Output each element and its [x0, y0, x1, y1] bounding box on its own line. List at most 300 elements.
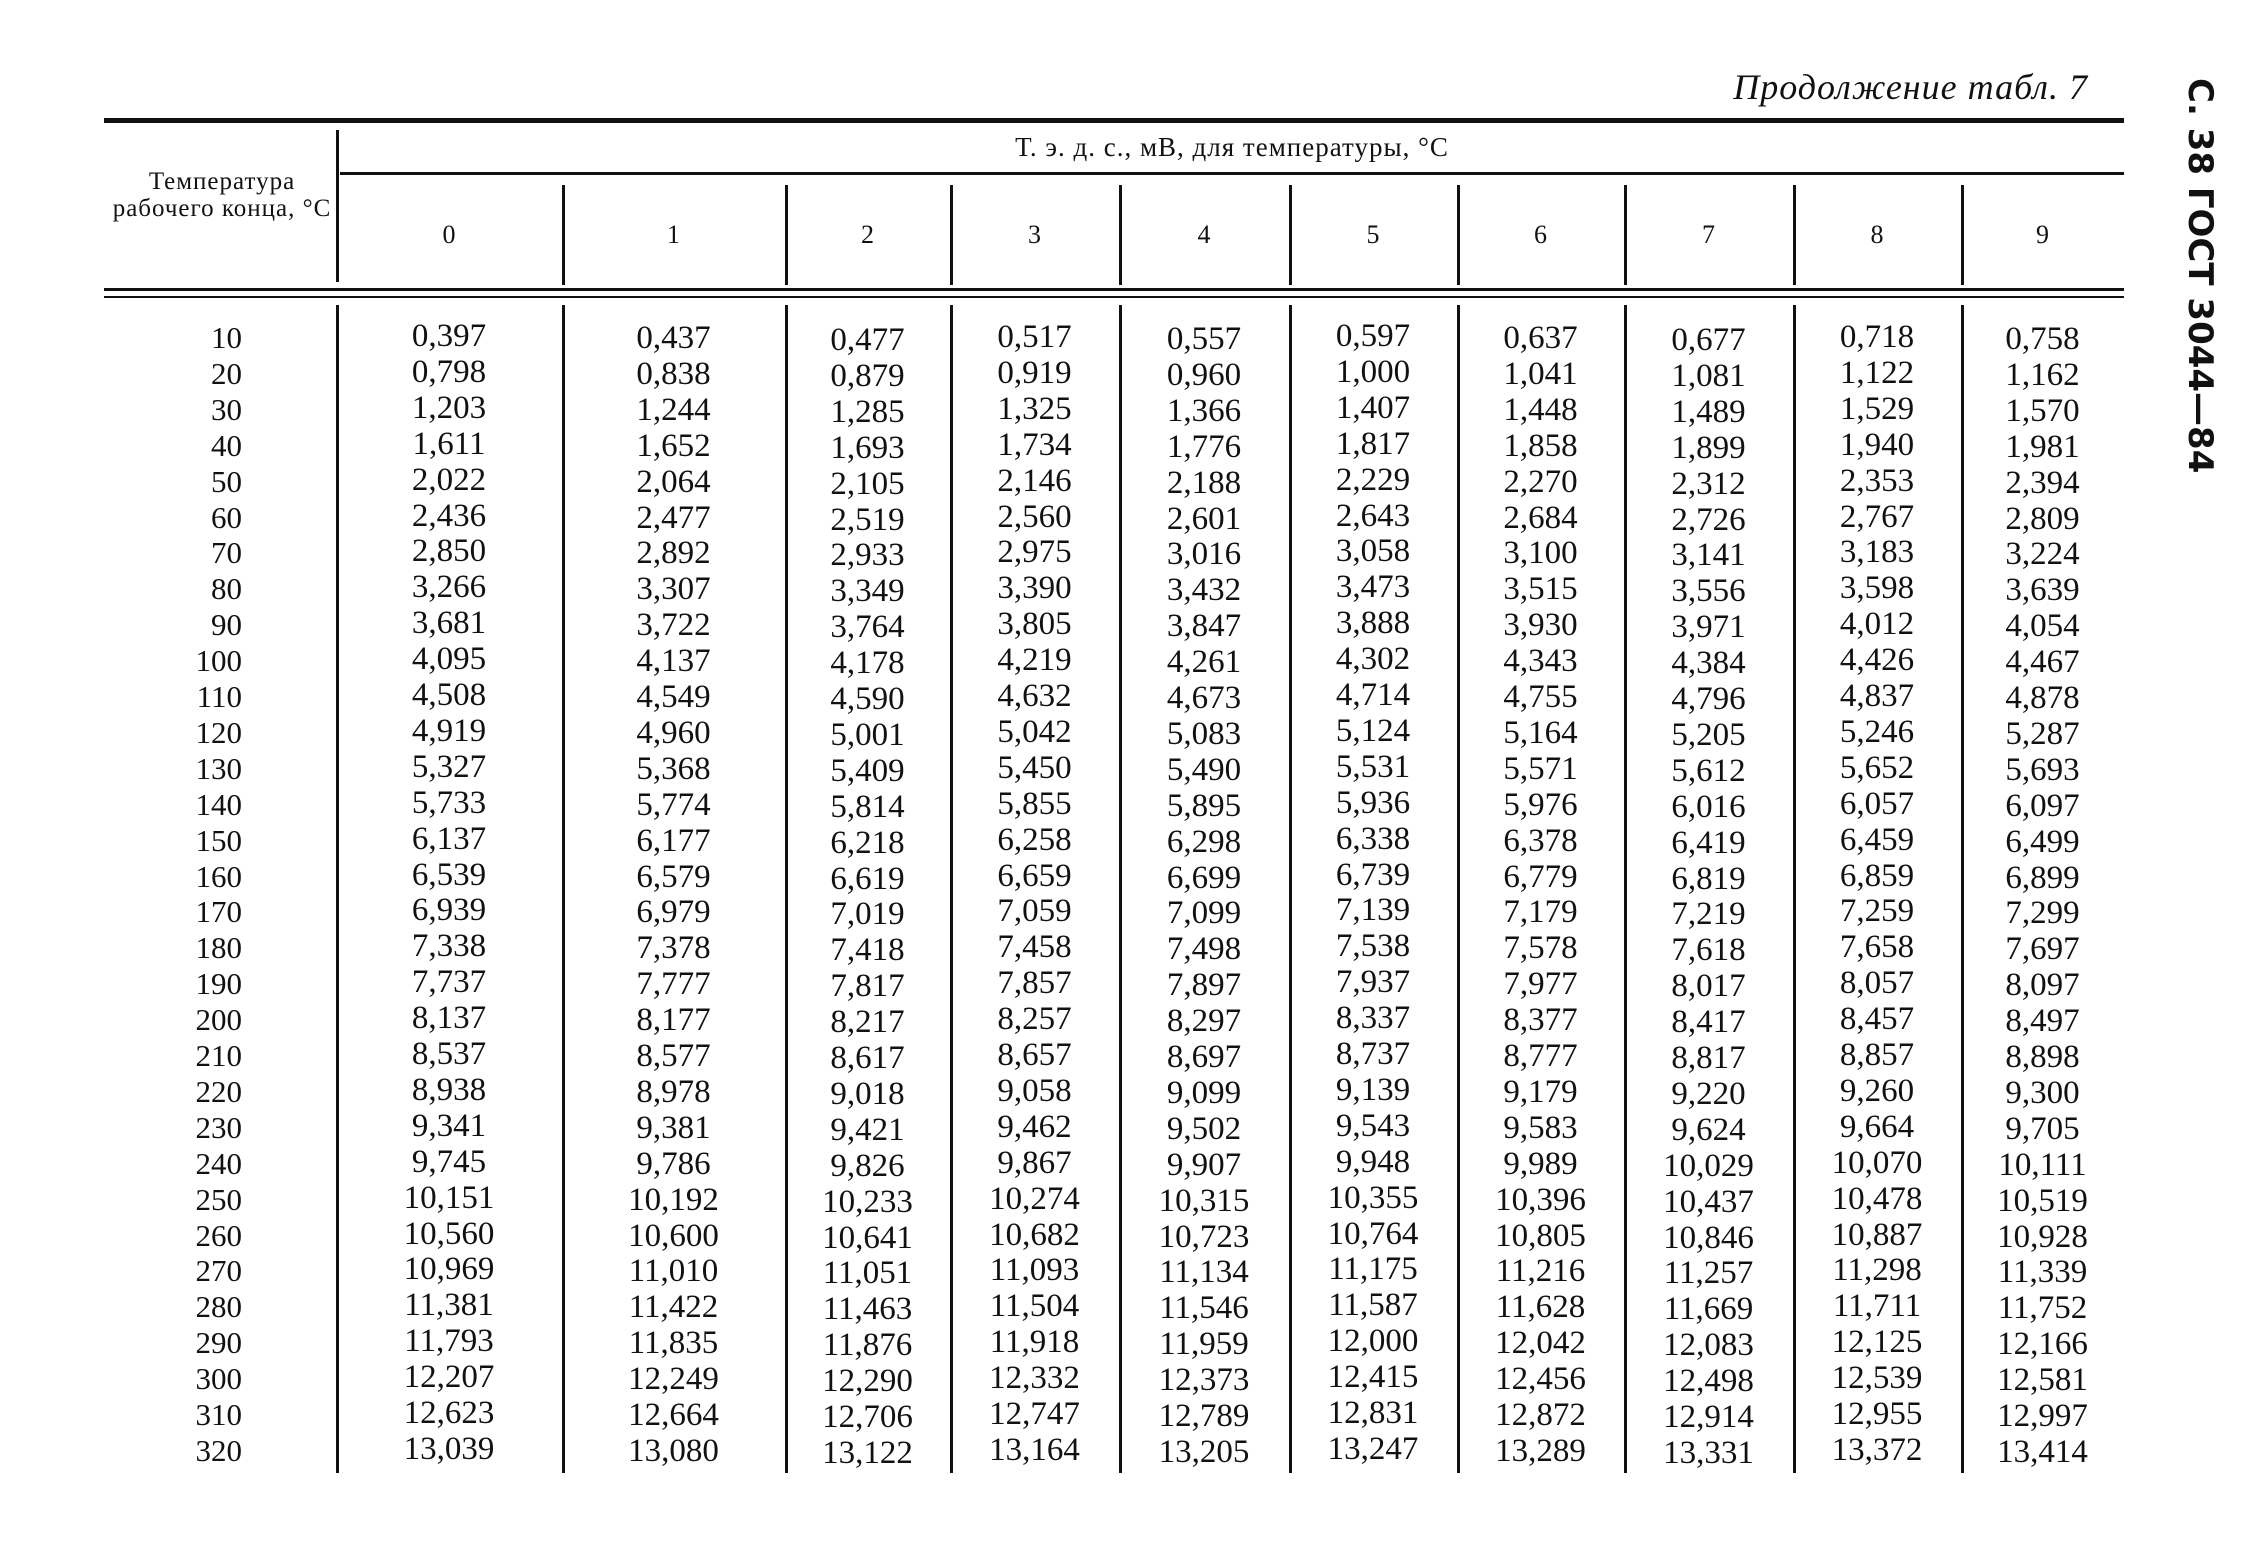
table-cell: 12,415	[1327, 1359, 1419, 1396]
table-cell: 6,338	[1335, 820, 1411, 857]
table-cell: 9,058	[997, 1072, 1072, 1109]
row-header: Температура рабочего конца, °С	[112, 168, 332, 222]
column-header: 9	[2036, 220, 2049, 249]
row-temperature: 150	[195, 822, 242, 858]
table-cell: 8,417	[1671, 1004, 1746, 1041]
table-cell: 0,437	[636, 320, 711, 356]
row-temperature: 260	[195, 1217, 242, 1253]
table-cell: 9,543	[1335, 1107, 1411, 1144]
table-cell: 2,892	[636, 535, 711, 572]
table-cell: 3,888	[1335, 605, 1411, 642]
row-temperature: 230	[195, 1109, 242, 1145]
row-temperature: 250	[195, 1181, 242, 1217]
table-cell: 12,166	[1997, 1326, 2088, 1363]
table-cell: 1,652	[636, 427, 711, 464]
table-cell: 8,457	[1839, 1001, 1915, 1038]
table-cell: 4,673	[1166, 680, 1242, 716]
table-cell: 6,659	[997, 857, 1072, 894]
table-cell: 8,777	[1503, 1038, 1578, 1074]
table-cell: 6,779	[1503, 858, 1578, 895]
group-header-rule	[340, 172, 2124, 175]
table-cell: 7,697	[2005, 931, 2080, 968]
table-cell: 8,017	[1671, 968, 1746, 1005]
table-cell: 6,699	[1166, 859, 1242, 896]
table-cell: 3,556	[1671, 573, 1746, 610]
table-cell: 7,299	[2005, 895, 2080, 932]
table-cell: 0,397	[411, 318, 487, 354]
table-cell: 1,448	[1503, 391, 1578, 428]
table-cell: 2,975	[997, 534, 1072, 571]
table-cell: 0,517	[997, 319, 1072, 355]
row-temperature: 10	[211, 320, 242, 355]
table-cell: 0,919	[997, 354, 1072, 391]
table-cell: 6,016	[1671, 788, 1746, 825]
table-cell: 6,057	[1839, 785, 1915, 822]
table-cell: 4,467	[2005, 644, 2080, 681]
table-cell: 10,519	[1997, 1182, 2088, 1219]
table-cell: 6,819	[1671, 860, 1746, 897]
table-cell: 6,137	[411, 820, 487, 857]
table-cell: 1,325	[997, 390, 1072, 427]
table-cell: 12,456	[1495, 1361, 1586, 1398]
column-header: 6	[1534, 220, 1547, 249]
table-cell: 6,499	[2005, 823, 2080, 860]
table-cell: 10,928	[1997, 1218, 2088, 1255]
table-cell: 2,684	[1503, 499, 1578, 536]
table-cell: 10,600	[628, 1217, 719, 1254]
table-cell: 12,914	[1663, 1399, 1754, 1435]
table-cell: 2,601	[1166, 500, 1242, 537]
table-cell: 5,042	[997, 713, 1072, 750]
row-temperature: 290	[195, 1325, 242, 1361]
table-cell: 13,372	[1831, 1431, 1923, 1468]
table-cell: 9,624	[1671, 1111, 1746, 1148]
row-temperature: 160	[195, 858, 242, 894]
table-cell: 3,141	[1671, 537, 1746, 574]
table-cell: 8,257	[997, 1001, 1072, 1038]
table-cell: 12,249	[628, 1361, 719, 1398]
table-cell: 11,669	[1663, 1291, 1754, 1328]
table-cell: 9,786	[636, 1145, 711, 1182]
table-cell: 11,339	[1997, 1254, 2088, 1291]
table-cell: 0,597	[1335, 318, 1411, 354]
table-cell: 6,218	[830, 824, 905, 861]
table-cell: 10,846	[1663, 1219, 1754, 1256]
table-cell: 10,070	[1831, 1144, 1923, 1181]
table-cell: 13,331	[1663, 1434, 1754, 1471]
table-cell: 1,817	[1335, 425, 1411, 462]
table-cell: 5,733	[411, 784, 487, 821]
table-cell: 4,755	[1503, 679, 1578, 715]
table-cell: 4,054	[2005, 608, 2080, 645]
row-temperature: 180	[195, 930, 242, 966]
table-cell: 8,057	[1839, 965, 1915, 1002]
table-cell: 9,948	[1335, 1143, 1411, 1180]
table-cell: 3,598	[1839, 570, 1915, 607]
table-cell: 8,978	[636, 1073, 711, 1110]
table-cell: 4,012	[1839, 606, 1915, 643]
table-cell: 8,857	[1839, 1037, 1915, 1073]
table-cell: 5,083	[1166, 715, 1242, 752]
table-cell: 5,936	[1335, 784, 1411, 821]
row-temperature: 40	[211, 427, 242, 463]
table-cell: 10,151	[403, 1179, 495, 1216]
table-cell: 4,384	[1671, 645, 1746, 682]
column-header: 2	[861, 220, 874, 249]
table-cell: 2,850	[411, 533, 487, 570]
table-cell: 1,489	[1671, 393, 1746, 430]
table-cell: 4,178	[830, 645, 905, 682]
table-cell: 10,396	[1495, 1181, 1586, 1218]
table-cell: 7,378	[636, 930, 711, 967]
table-cell: 13,247	[1327, 1430, 1419, 1467]
table-cell: 1,285	[830, 393, 905, 430]
table-cell: 4,508	[411, 677, 487, 713]
table-cell: 7,857	[997, 965, 1072, 1002]
row-temperature: 20	[211, 355, 242, 391]
table-cell: 2,188	[1166, 464, 1242, 501]
row-temperature: 170	[195, 894, 242, 930]
row-temperature: 140	[195, 786, 242, 822]
table-cell: 1,940	[1839, 426, 1915, 463]
table-cell: 0,637	[1503, 320, 1578, 356]
table-cell: 10,723	[1158, 1218, 1250, 1255]
row-temperature: 200	[195, 1002, 242, 1038]
table-cell: 12,125	[1831, 1324, 1923, 1361]
table-cell: 5,327	[411, 748, 487, 785]
table-cell: 2,105	[830, 465, 905, 502]
table-cell: 10,887	[1831, 1216, 1923, 1253]
table-cell: 10,764	[1327, 1215, 1419, 1252]
column-header: 5	[1366, 220, 1380, 249]
table-cell: 4,343	[1503, 643, 1578, 680]
table-cell: 8,377	[1503, 1002, 1578, 1039]
table-cell: 6,378	[1503, 822, 1578, 859]
table-cell: 11,051	[822, 1255, 913, 1292]
row-temperature: 30	[211, 391, 242, 427]
table-cell: 11,175	[1328, 1251, 1418, 1288]
table-cell: 8,657	[997, 1037, 1072, 1073]
table-cell: 9,300	[2005, 1074, 2080, 1111]
table-cell: 4,590	[830, 681, 905, 717]
table-cell: 1,981	[2005, 428, 2080, 465]
table-cell: 4,919	[411, 712, 487, 749]
column-header: 4	[1197, 220, 1211, 249]
table-cell: 1,203	[411, 389, 487, 426]
table-cell: 6,097	[2005, 787, 2080, 824]
table-cell: 7,538	[1335, 928, 1411, 965]
table-cell: 7,897	[1166, 967, 1242, 1004]
table-cell: 0,798	[411, 353, 487, 390]
table-cell: 11,216	[1495, 1253, 1586, 1290]
table-cell: 5,287	[2005, 715, 2080, 752]
table-cell: 7,498	[1166, 931, 1242, 968]
table-cell: 3,100	[1503, 535, 1578, 572]
table-cell: 4,095	[411, 641, 487, 678]
table-cell: 2,064	[636, 463, 711, 500]
table-cell: 8,217	[830, 1004, 905, 1041]
table-cell: 1,611	[412, 425, 486, 462]
page-side-header	[2180, 78, 2220, 474]
table-cell: 7,418	[830, 932, 905, 969]
table-cell: 13,205	[1158, 1433, 1250, 1470]
table-cell: 3,930	[1503, 607, 1578, 644]
row-temperature: 220	[195, 1073, 242, 1109]
row-temperature: 190	[195, 966, 242, 1002]
table-cell: 6,979	[636, 894, 711, 931]
table-cell: 5,571	[1503, 750, 1578, 787]
table-cell: 9,260	[1839, 1072, 1915, 1109]
table-cell: 12,831	[1327, 1395, 1419, 1431]
table-cell: 5,490	[1166, 751, 1242, 788]
table-cell: 0,557	[1166, 321, 1242, 357]
table-cell: 10,805	[1495, 1217, 1586, 1254]
column-header: 8	[1870, 220, 1884, 249]
table-cell: 5,409	[830, 752, 905, 789]
table-cell: 2,022	[411, 461, 487, 498]
row-temperature: 80	[211, 571, 242, 607]
table-cell: 11,587	[1328, 1287, 1418, 1324]
table-cell: 2,312	[1671, 465, 1746, 502]
table-cell: 4,837	[1839, 678, 1915, 714]
table-cell: 12,373	[1158, 1362, 1250, 1399]
table-cell: 5,001	[830, 716, 905, 753]
table-cell: 6,739	[1335, 856, 1411, 893]
table-cell: 6,459	[1839, 821, 1915, 858]
table-cell: 10,641	[822, 1219, 913, 1256]
table-cell: 2,477	[636, 499, 711, 536]
table-cell: 3,307	[636, 571, 711, 608]
table-cell: 10,233	[822, 1183, 913, 1220]
table-cell: 2,767	[1839, 498, 1915, 535]
table-cell: 2,519	[830, 501, 905, 538]
table-cell: 8,097	[2005, 967, 2080, 1004]
table-cell: 1,366	[1166, 392, 1242, 429]
table-cell: 10,192	[628, 1181, 719, 1218]
group-header: Т. э. д. с., мВ, для температуры, °С	[1015, 132, 1449, 162]
table-cell: 7,099	[1166, 895, 1242, 932]
row-temperature: 210	[195, 1038, 242, 1073]
table-cell: 1,529	[1839, 390, 1915, 427]
table-cell: 7,219	[1671, 896, 1746, 933]
top-rule	[104, 118, 2124, 123]
table-cell: 5,246	[1839, 713, 1915, 750]
table-cell: 8,337	[1335, 1000, 1411, 1037]
table-cell: 12,789	[1158, 1398, 1250, 1434]
table-cell: 9,099	[1166, 1074, 1242, 1111]
table-cell: 8,898	[2005, 1039, 2080, 1075]
table-cell: 11,835	[628, 1325, 719, 1362]
table-cell: 0,960	[1166, 356, 1242, 393]
table-cell: 9,867	[997, 1144, 1072, 1181]
table-cell: 13,289	[1495, 1432, 1586, 1469]
table-cell: 11,876	[822, 1327, 913, 1364]
table-cell: 5,124	[1335, 712, 1411, 749]
table-cell: 6,899	[2005, 859, 2080, 896]
table-cell: 11,298	[1832, 1252, 1922, 1289]
table-cell: 3,847	[1166, 608, 1242, 645]
row-temperature: 320	[195, 1432, 242, 1468]
row-temperature: 120	[195, 714, 242, 750]
table-cell: 5,368	[636, 750, 711, 787]
table-cell: 4,261	[1166, 644, 1242, 681]
row-temperature: 310	[195, 1397, 242, 1432]
table-cell: 9,462	[997, 1108, 1072, 1145]
table-cell: 3,681	[411, 605, 487, 642]
table-cell: 1,122	[1839, 354, 1915, 391]
table-cell: 6,298	[1166, 823, 1242, 860]
table-cell: 10,478	[1831, 1180, 1923, 1217]
table-cell: 9,907	[1166, 1146, 1242, 1183]
table-cell: 3,971	[1671, 609, 1746, 646]
side-header-text: С. 38 ГОСТ 3044—84	[2180, 78, 2220, 474]
table-cell: 3,058	[1335, 533, 1411, 570]
header-double-rule-2	[104, 296, 2124, 298]
table-cell: 12,498	[1663, 1363, 1754, 1400]
table-cell: 0,677	[1671, 322, 1746, 358]
table-cell: 9,664	[1839, 1108, 1915, 1145]
table-cell: 11,381	[404, 1287, 494, 1324]
table-cell: 7,578	[1503, 930, 1578, 967]
table-cell: 1,081	[1671, 357, 1746, 394]
table-cell: 9,220	[1671, 1075, 1746, 1112]
table-cell: 12,955	[1831, 1396, 1923, 1432]
table-cell: 9,989	[1503, 1145, 1578, 1182]
table-cell: 5,205	[1671, 716, 1746, 753]
row-temperature: 50	[211, 463, 242, 499]
table-cell: 4,714	[1335, 677, 1411, 713]
table-cell: 6,177	[636, 822, 711, 859]
table-cell: 1,570	[2005, 392, 2080, 429]
table-cell: 13,414	[1997, 1433, 2088, 1470]
row-temperature: 300	[195, 1361, 242, 1397]
table-cell: 12,290	[822, 1363, 913, 1400]
row-temperature: 240	[195, 1145, 242, 1181]
column-header: 7	[1702, 220, 1715, 249]
table-cell: 12,332	[989, 1360, 1080, 1397]
table-cell: 7,737	[411, 964, 487, 1001]
table-cell: 9,583	[1503, 1109, 1578, 1146]
table-cell: 11,257	[1663, 1255, 1754, 1292]
table-cell: 9,018	[830, 1075, 905, 1112]
table-cell: 9,826	[830, 1147, 905, 1184]
table-cell: 9,745	[411, 1143, 487, 1180]
table-cell: 12,539	[1831, 1360, 1923, 1397]
row-temperature: 110	[196, 679, 242, 714]
table-cell: 1,858	[1503, 427, 1578, 464]
table-cell: 1,693	[830, 429, 905, 466]
table-cell: 6,579	[636, 858, 711, 895]
table-cell: 12,997	[1997, 1398, 2088, 1434]
table-cell: 4,549	[636, 679, 711, 715]
table-cell: 9,502	[1166, 1110, 1242, 1147]
row-temperature: 130	[195, 750, 242, 786]
table-cell: 12,042	[1495, 1325, 1586, 1362]
table-cell: 13,080	[628, 1432, 719, 1469]
table-cell: 3,515	[1503, 571, 1578, 608]
table-cell: 3,432	[1166, 572, 1242, 609]
table-cell: 5,895	[1166, 787, 1242, 824]
table-cell: 4,960	[636, 714, 711, 751]
table-cell: 9,705	[2005, 1110, 2080, 1147]
table-cell: 7,059	[997, 893, 1072, 930]
table-cell: 13,039	[403, 1430, 495, 1467]
table-cell: 1,776	[1166, 428, 1242, 465]
table-cell: 4,137	[636, 643, 711, 680]
table-cell: 13,164	[989, 1431, 1080, 1468]
table-cell: 10,355	[1327, 1179, 1419, 1216]
table-cell: 7,338	[411, 928, 487, 965]
table-cell: 2,229	[1335, 461, 1411, 498]
table-cell: 4,796	[1671, 681, 1746, 717]
table-cell: 2,436	[411, 497, 487, 534]
table-cell: 5,976	[1503, 786, 1578, 823]
table-cell: 6,859	[1839, 857, 1915, 894]
table-cell: 1,734	[997, 426, 1072, 463]
table-cell: 7,977	[1503, 966, 1578, 1003]
table-cell: 9,341	[411, 1107, 487, 1144]
row-temperature: 60	[211, 499, 242, 535]
table-cell: 7,139	[1335, 892, 1411, 929]
table-cell: 4,878	[2005, 680, 2080, 716]
table-cell: 4,219	[997, 642, 1072, 679]
table-cell: 1,162	[2005, 356, 2080, 393]
column-header: 3	[1028, 220, 1041, 249]
table-cell: 8,137	[411, 1000, 487, 1037]
table-cell: 12,872	[1495, 1397, 1586, 1433]
table-cell: 8,537	[411, 1036, 487, 1072]
table-cell: 4,302	[1335, 641, 1411, 678]
table-cell: 8,697	[1166, 1039, 1242, 1075]
table-cell: 6,258	[997, 821, 1072, 858]
table-cell: 2,643	[1335, 497, 1411, 534]
table-cell: 11,546	[1159, 1290, 1249, 1327]
table-cell: 10,111	[1998, 1146, 2087, 1183]
table-cell: 5,450	[997, 749, 1072, 786]
column-header: 1	[667, 220, 680, 249]
table-cell: 11,422	[628, 1289, 719, 1326]
table-cell: 11,711	[1832, 1288, 1922, 1325]
table-cell: 2,726	[1671, 501, 1746, 538]
table-cell: 1,407	[1335, 389, 1411, 426]
table-cell: 12,664	[628, 1397, 719, 1433]
table-cell: 11,793	[404, 1323, 494, 1360]
table-cell: 0,718	[1839, 319, 1915, 355]
table-cell: 11,752	[1997, 1290, 2088, 1327]
table-cell: 7,019	[830, 896, 905, 933]
table-cell: 3,722	[636, 607, 711, 644]
table-cell: 2,560	[997, 498, 1072, 535]
table-cell: 0,758	[2005, 321, 2080, 357]
table-cell: 2,146	[997, 462, 1072, 499]
table-cell: 5,693	[2005, 751, 2080, 788]
table-cell: 11,504	[989, 1288, 1080, 1325]
table-cell: 2,270	[1503, 463, 1578, 500]
table-cell: 2,394	[2005, 464, 2080, 501]
table-cell: 12,706	[822, 1399, 913, 1435]
table-cell: 5,774	[636, 786, 711, 823]
table-cell: 7,937	[1335, 964, 1411, 1001]
table-cell: 10,560	[403, 1215, 495, 1252]
table-cell: 10,969	[403, 1251, 495, 1288]
table-cell: 3,016	[1166, 536, 1242, 573]
table-cell: 4,426	[1839, 642, 1915, 679]
table-cell: 2,933	[830, 537, 905, 574]
table-cell: 7,179	[1503, 894, 1578, 931]
table-cell: 5,164	[1503, 714, 1578, 751]
table-cell: 6,939	[411, 892, 487, 929]
table-cell: 10,315	[1158, 1182, 1250, 1219]
